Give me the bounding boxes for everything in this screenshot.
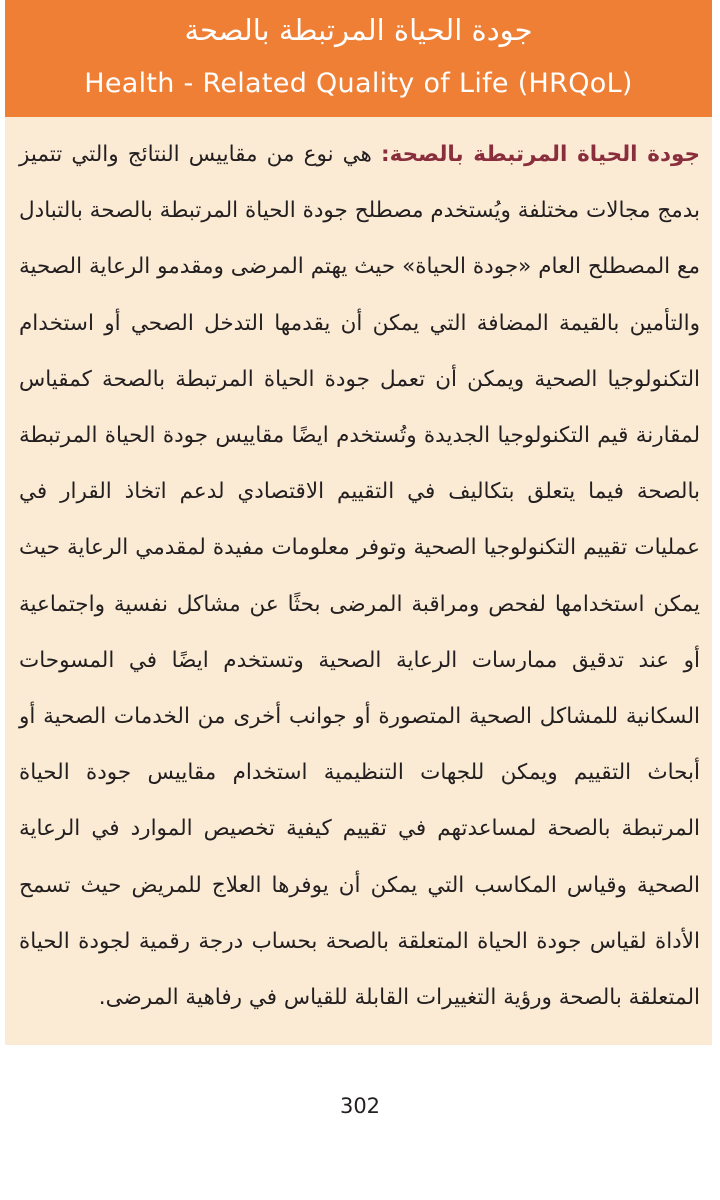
title-arabic: جودة الحياة المرتبطة بالصحة	[184, 13, 533, 47]
header-banner	[5, 0, 712, 117]
definition-paragraph	[19, 127, 700, 1026]
definition-term: جودة الحياة المرتبطة بالصحة:	[381, 142, 700, 167]
definition-box	[5, 117, 712, 1045]
title-english: Health - Related Quality of Life (HRQoL)	[84, 68, 633, 99]
page-number: 302	[339, 1094, 381, 1118]
definition-body: هي نوع من مقاييس النتائج والتي تتميز بدمج مجالات مختلفة ويُستخدم مصطلح جودة الحياة المرتبطة بالصحة بالتبادل مع المصطلح العام «جودة الحياة» حيث يهتم المرضى ومقدمو الرعاية الصحية والتأمين بالقيمة المضافة التي يمكن أن يقدمها التدخل الصحي أو استخدام التكنولوجيا الصحية ويمكن أن تعمل جودة الحياة المرتبطة بالصحة كمقياس لمقارنة قيم التكنولوجيا الجديدة وتُستخدم ايضًا مقاييس جودة الحياة المرتبطة بالصحة فيما يتعلق بتكاليف في التقييم الاقتصادي لدعم اتخاذ القرار في عمليات تقييم التكنولوجيا الصحية وتوفر معلومات مفيدة لمقدمي الرعاية حيث يمكن استخدامها لفحص ومراقبة المرضى بحثًا عن مشاكل نفسية واجتماعية أو عند تدقيق ممارسات الرعاية الصحية وتستخدم ايضًا في المسوحات السكانية للمشاكل الصحية المتصورة أو جوانب أخرى من الخدمات الصحية أو أبحاث التقييم ويمكن للجهات التنظيمية استخدام مقاييس جودة الحياة المرتبطة بالصحة لمساعدتهم في تقييم كيفية تخصيص الموارد في الرعاية الصحية وقياس المكاسب التي يمكن أن يوفرها العلاج للمريض حيث تسمح الأداة لقياس جودة الحياة المتعلقة بالصحة بحساب درجة رقمية لجودة الحياة المتعلقة بالصحة ورؤية التغييرات القابلة للقياس في رفاهية المرضى.	[19, 142, 700, 1011]
